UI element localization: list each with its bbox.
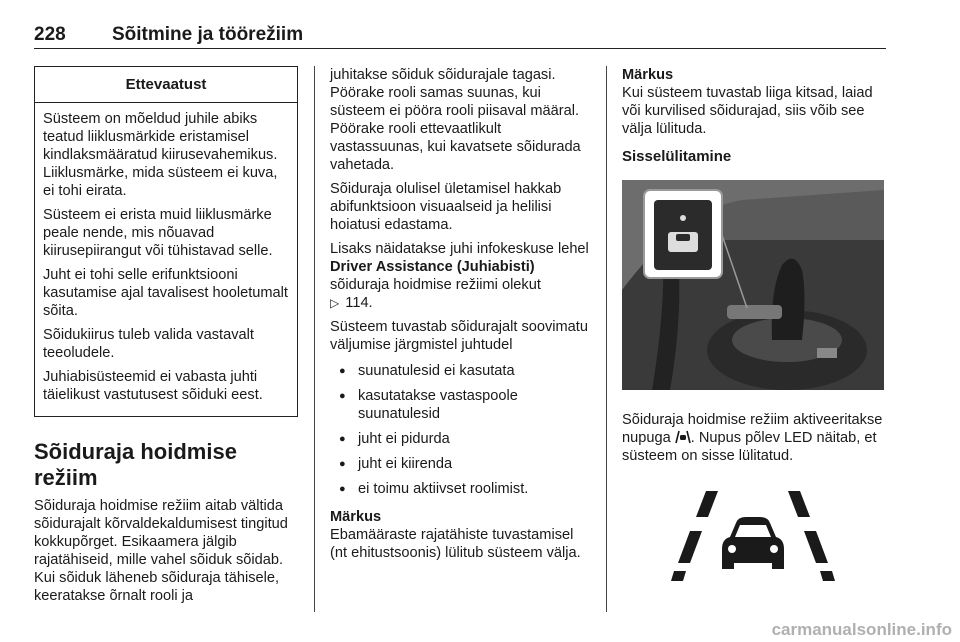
column-2 bbox=[330, 66, 592, 568]
note-title: Märkus bbox=[622, 67, 674, 83]
caution-body bbox=[35, 103, 297, 416]
note-text: Ebamääraste rajatähiste tuvastamisel (nt ehitustsoonis) lülitub süsteem välja. bbox=[330, 527, 581, 561]
column-3 bbox=[622, 66, 888, 586]
column-1 bbox=[34, 66, 298, 605]
note-text: Kui süsteem tuvastab liiga kitsad, laiad või kurvilised sõidurajad, siis võib see välja lülituda. bbox=[622, 85, 873, 137]
reference-arrow-icon: ▷ bbox=[330, 296, 340, 310]
list-item: ● juht ei kiirenda bbox=[330, 455, 592, 473]
para3-suffix: sõiduraja hoidmise režiimi olekut bbox=[330, 277, 541, 293]
detection-paragraph: Süsteem tuvastab sõidurajalt soovimatu väljumise järgmistel juhtudel bbox=[330, 319, 588, 353]
warning-paragraph: Sõiduraja olulisel ületamisel hakkab abifunktsioon visuaalseid ja helilisi hoiatusi edastama. bbox=[330, 181, 562, 233]
list-item: ● kasutatakse vastaspoole suunatulesid bbox=[330, 387, 592, 423]
activation-prefix: Sõiduraja hoidmise režiim aktiveeritakse nupuga bbox=[622, 412, 883, 446]
chapter-title: Sõitmine ja töörežiim bbox=[112, 24, 304, 45]
subsection-title: Sisselülitamine bbox=[622, 148, 732, 165]
caution-paragraph: Juht ei tohi selle erifunktsiooni kasutamise ajal tavalisest hooletumalt sõita. bbox=[43, 267, 288, 319]
caution-paragraph: Juhiabisüsteemid ei vabasta juhti täielikust vastutusest sõiduki eest. bbox=[43, 369, 263, 403]
section-continuation: juhitakse sõiduk sõidurajale tagasi. Pöörake rooli samas suunas, kui süsteem ei pööra rooli piisaval määral. Pöörake rooli ettevaatlikult vastassuunas, kui kavatsete sõidurada vahetada. bbox=[330, 67, 581, 173]
condition-list bbox=[330, 362, 592, 498]
list-item: ● suunatulesid ei kasutata bbox=[330, 362, 592, 380]
driver-info-paragraph bbox=[330, 240, 592, 312]
activation-suffix: . Nupus põlev LED näitab, et süsteem on sisse lülitatud. bbox=[622, 430, 877, 464]
caution-paragraph: Sõidukiirus tuleb valida vastavalt teeoludele. bbox=[43, 327, 254, 361]
driver-assistance-menu: Driver Assistance (Juhiabisti) bbox=[330, 259, 535, 275]
lane-keep-assist-symbol bbox=[622, 487, 884, 581]
caution-title: Ettevaatust bbox=[35, 67, 297, 103]
column-divider-1 bbox=[314, 66, 315, 612]
caution-paragraph: Süsteem on mõeldud juhile abiks teatud liiklusmärkide eristamisel kindlaksmääratud kiirusevahemikus. Liiklusmärke, mida süsteem ei kuva, ei tohi eirata. bbox=[43, 111, 278, 199]
page-number: 228 bbox=[34, 24, 66, 45]
console-photo bbox=[622, 180, 884, 390]
lane-keep-assist-icon bbox=[675, 430, 691, 444]
page-reference: 114. bbox=[345, 295, 373, 311]
caution-box bbox=[34, 66, 298, 417]
list-item: ● ei toimu aktiivset roolimist. bbox=[330, 480, 592, 498]
activation-text bbox=[622, 411, 888, 465]
list-item: ● juht ei pidurda bbox=[330, 430, 592, 448]
para3-prefix: Lisaks näidatakse juhi infokeskuse lehel bbox=[330, 241, 589, 257]
watermark: carmanualsonline.info bbox=[771, 620, 952, 639]
section-title: Sõiduraja hoidmise režiim bbox=[34, 439, 237, 490]
header-rule bbox=[34, 48, 886, 49]
page-header bbox=[34, 22, 886, 50]
column-divider-2 bbox=[606, 66, 607, 612]
section-intro: Sõiduraja hoidmise režiim aitab vältida sõidurajalt kõrvaldekaldumisest tingitud kokkupõrget. Esikaamera jälgib rajatähiseid, mille vahel sõiduk sõidab. Kui sõiduk läheneb sõiduraja tähisele, keeratakse õrnalt rooli ja bbox=[34, 498, 288, 604]
note-title: Märkus bbox=[330, 509, 382, 525]
caution-paragraph: Süsteem ei erista muid liiklusmärke peale nende, mis nõuavad kiirusepiirangut või tühistavad selle. bbox=[43, 207, 273, 259]
